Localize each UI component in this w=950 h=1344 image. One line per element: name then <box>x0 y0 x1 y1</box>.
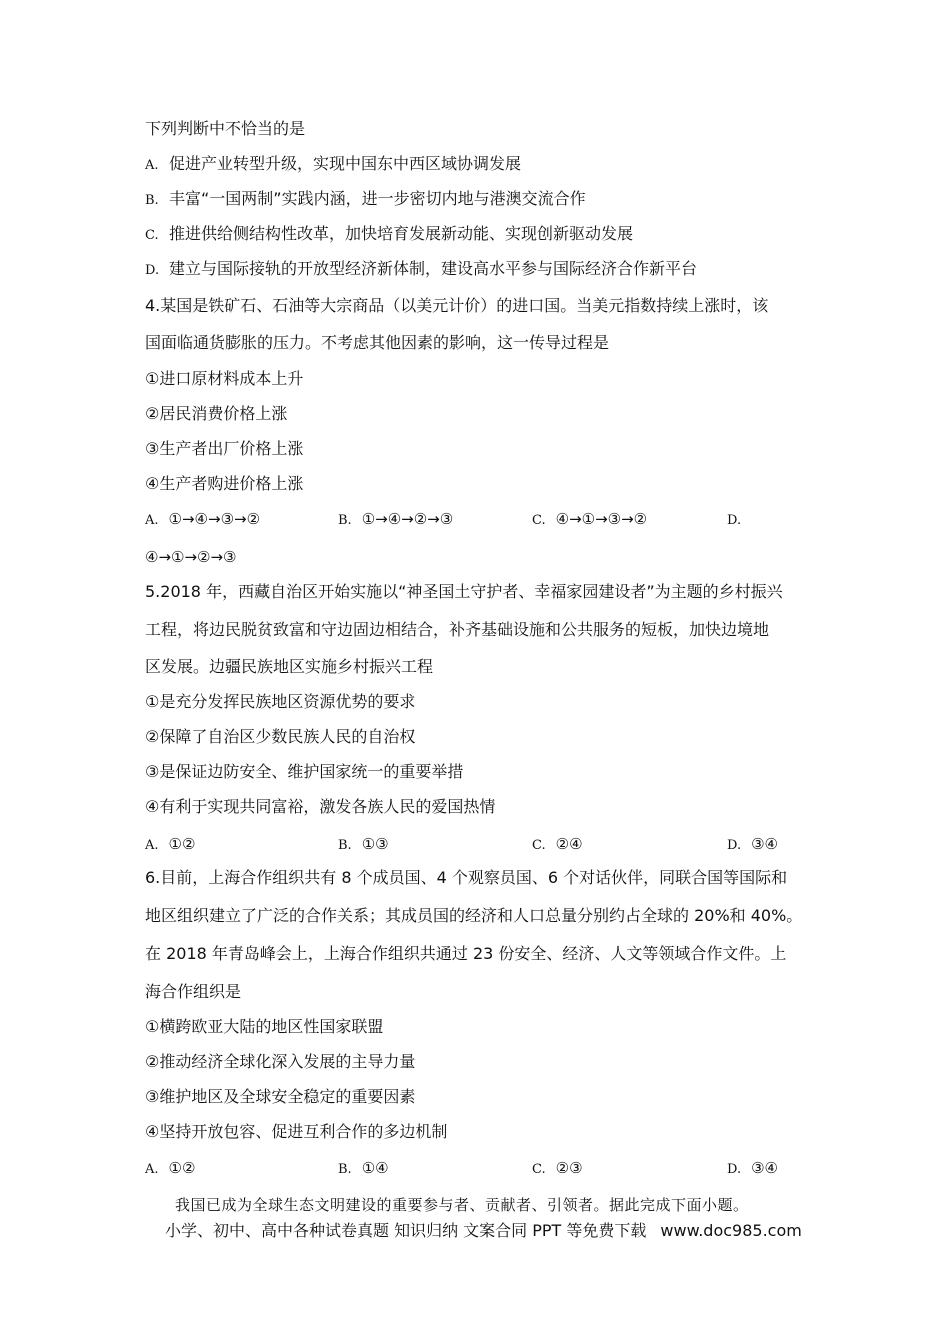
q4-option-d-text: ④→①→②→③ <box>145 548 237 566</box>
q3-option-c: C. 推进供给侧结构性改革，加快培育发展新动能、实现创新驱动发展 <box>145 224 634 243</box>
q5-option-a: A. ①② <box>145 835 196 853</box>
q5-option-d: D. ③④ <box>727 835 778 853</box>
q6-stem-line-2: 地区组织建立了广泛的合作关系；其成员国的经济和人口总量分别约占全球的 20%和 40%。 <box>145 906 803 925</box>
q5-stem-line-2: 工程，将边民脱贫致富和守边固边相结合，补齐基础设施和公共服务的短板，加快边境地 <box>145 620 770 639</box>
q3-option-d: D. 建立与国际接轨的开放型经济新体制，建设高水平参与国际经济合作新平台 <box>145 259 698 278</box>
q3-option-b: B. 丰富“一国两制”实践内涵，进一步密切内地与港澳交流合作 <box>145 189 586 208</box>
q6-item-4: ④坚持开放包容、促进互利合作的多边机制 <box>145 1122 448 1141</box>
q6-item-1: ①横跨欧亚大陆的地区性国家联盟 <box>145 1017 384 1036</box>
q4-stem-line-1: 4.某国是铁矿石、石油等大宗商品（以美元计价）的进口国。当美元指数持续上涨时，该 <box>145 296 769 315</box>
q6-item-3: ③维护地区及全球安全稳定的重要因素 <box>145 1087 416 1106</box>
q4-option-c: C. ④→①→③→② <box>532 510 648 528</box>
q6-option-d: D. ③④ <box>727 1159 778 1177</box>
q5-item-4: ④有利于实现共同富裕，激发各族人民的爱国热情 <box>145 797 496 816</box>
q6-option-a: A. ①② <box>145 1159 196 1177</box>
footer-text: 小学、初中、高中各种试卷真题 知识归纳 文案合同 PPT 等免费下载 <box>165 1221 647 1240</box>
q3-stem: 下列判断中不恰当的是 <box>145 119 306 138</box>
footer <box>165 1218 802 1241</box>
q3-option-a: A. 促进产业转型升级，实现中国东中西区域协调发展 <box>145 154 522 173</box>
q5-option-c: C. ②④ <box>532 835 583 853</box>
q5-item-2: ②保障了自治区少数民族人民的自治权 <box>145 727 416 746</box>
q4-item-2: ②居民消费价格上涨 <box>145 404 288 423</box>
q5-item-3: ③是保证边防安全、维护国家统一的重要举措 <box>145 762 464 781</box>
q4-stem-line-2: 国面临通货膨胀的压力。不考虑其他因素的影响，这一传导过程是 <box>145 333 610 352</box>
next-section-intro: 我国已成为全球生态文明建设的重要参与者、贡献者、引领者。据此完成下面小题。 <box>175 1196 749 1214</box>
q4-option-a: A. ①→④→③→② <box>145 510 261 528</box>
q4-item-3: ③生产者出厂价格上涨 <box>145 439 304 458</box>
q5-option-b: B. ①③ <box>338 835 389 853</box>
q5-stem-line-3: 区发展。边疆民族地区实施乡村振兴工程 <box>145 657 434 676</box>
q4-option-b: B. ①→④→②→③ <box>338 510 454 528</box>
q6-option-c: C. ②③ <box>532 1159 583 1177</box>
footer-url[interactable]: www.doc985.com <box>660 1221 802 1240</box>
q6-stem-line-4: 海合作组织是 <box>145 982 242 1001</box>
q5-stem-line-1: 5.2018 年，西藏自治区开始实施以“神圣国土守护者、幸福家园建设者”为主题的乡村振兴 <box>145 582 783 601</box>
q6-item-2: ②推动经济全球化深入发展的主导力量 <box>145 1052 416 1071</box>
q6-stem-line-1: 6.目前，上海合作组织共有 8 个成员国、4 个观察员国、6 个对话伙伴，同联合国等国际和 <box>145 868 788 887</box>
q4-option-d: D. <box>727 513 742 528</box>
q5-item-1: ①是充分发挥民族地区资源优势的要求 <box>145 692 416 711</box>
q6-stem-line-3: 在 2018 年青岛峰会上，上海合作组织共通过 23 份安全、经济、人文等领域合作文件。上 <box>145 944 787 963</box>
q6-option-b: B. ①④ <box>338 1159 389 1177</box>
q4-item-4: ④生产者购进价格上涨 <box>145 474 304 493</box>
q4-item-1: ①进口原材料成本上升 <box>145 369 304 388</box>
